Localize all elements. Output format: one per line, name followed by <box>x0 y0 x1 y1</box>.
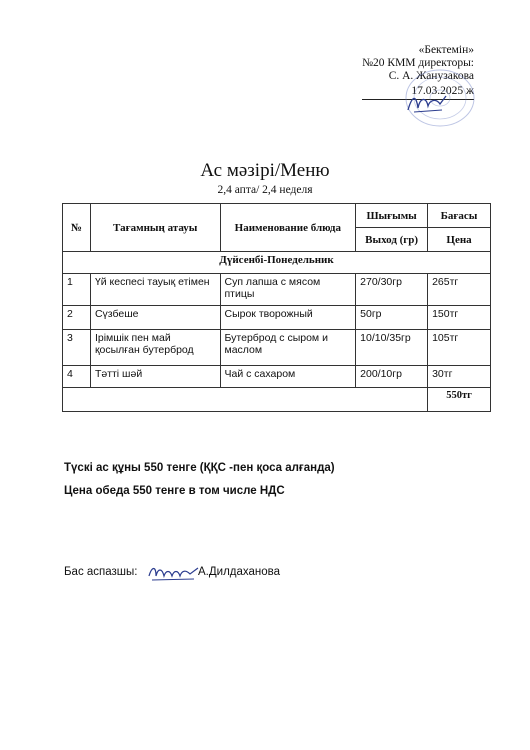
note-ru: Цена обеда 550 тенге в том числе НДС <box>64 485 285 497</box>
day-row <box>63 252 491 274</box>
row-yield: 270/30гр <box>356 274 428 306</box>
menu-table <box>62 203 491 412</box>
chef-label: Бас аспазшы: <box>64 566 138 578</box>
row-num: 2 <box>63 306 91 330</box>
approval-date: 17.03.2025 ж <box>362 85 474 100</box>
row-price: 150тг <box>428 306 491 330</box>
header-price-kz: Бағасы <box>428 204 491 228</box>
header-price-ru: Цена <box>428 228 491 252</box>
chef-name: А.Дилдаханова <box>198 566 281 578</box>
title-block <box>0 160 530 197</box>
table-row <box>63 366 491 388</box>
total-row <box>63 388 491 412</box>
table-row <box>63 306 491 330</box>
director-signature-icon <box>404 90 450 116</box>
row-price: 265тг <box>428 274 491 306</box>
row-num: 1 <box>63 274 91 306</box>
header-yield-ru: Выход (гр) <box>356 228 428 252</box>
header-yield-kz: Шығымы <box>356 204 428 228</box>
director-position: №20 КММ директоры: <box>362 57 474 69</box>
table-row <box>63 330 491 366</box>
page-subtitle: 2,4 апта/ 2,4 неделя <box>217 184 313 196</box>
row-name-kz: Ірімшік пен май қосылған бутерброд <box>90 330 220 366</box>
row-price: 105тг <box>428 330 491 366</box>
header-row <box>63 204 491 228</box>
day-label: Дүйсенбі-Понедельник <box>63 252 491 274</box>
director-name: С. А. Жанузакова <box>388 70 474 82</box>
total-price: 550тг <box>428 388 491 412</box>
chef-signature-icon <box>146 562 202 584</box>
row-name-ru: Бутерброд с сыром и маслом <box>220 330 356 366</box>
row-name-ru: Сырок творожный <box>220 306 356 330</box>
row-num: 3 <box>63 330 91 366</box>
header-name-ru: Наименование блюда <box>220 204 356 252</box>
header-name-kz: Тағамның атауы <box>90 204 220 252</box>
school-name: «Бектемін» <box>418 44 474 56</box>
row-name-ru: Чай с сахаром <box>220 366 356 388</box>
header-num: № <box>63 204 91 252</box>
total-spacer <box>63 388 428 412</box>
row-name-ru: Суп лапша с мясом птицы <box>220 274 356 306</box>
row-price: 30тг <box>428 366 491 388</box>
row-name-kz: Үй кеспесі тауық етімен <box>90 274 220 306</box>
row-yield: 50гр <box>356 306 428 330</box>
row-num: 4 <box>63 366 91 388</box>
page-title: Ас мәзірі/Меню <box>200 160 330 181</box>
note-kz: Түскі ас құны 550 тенге (ҚҚС -пен қоса алғанда) <box>64 462 335 474</box>
table-row <box>63 274 491 306</box>
row-name-kz: Сүзбеше <box>90 306 220 330</box>
row-yield: 10/10/35гр <box>356 330 428 366</box>
row-name-kz: Тәтті шәй <box>90 366 220 388</box>
row-yield: 200/10гр <box>356 366 428 388</box>
